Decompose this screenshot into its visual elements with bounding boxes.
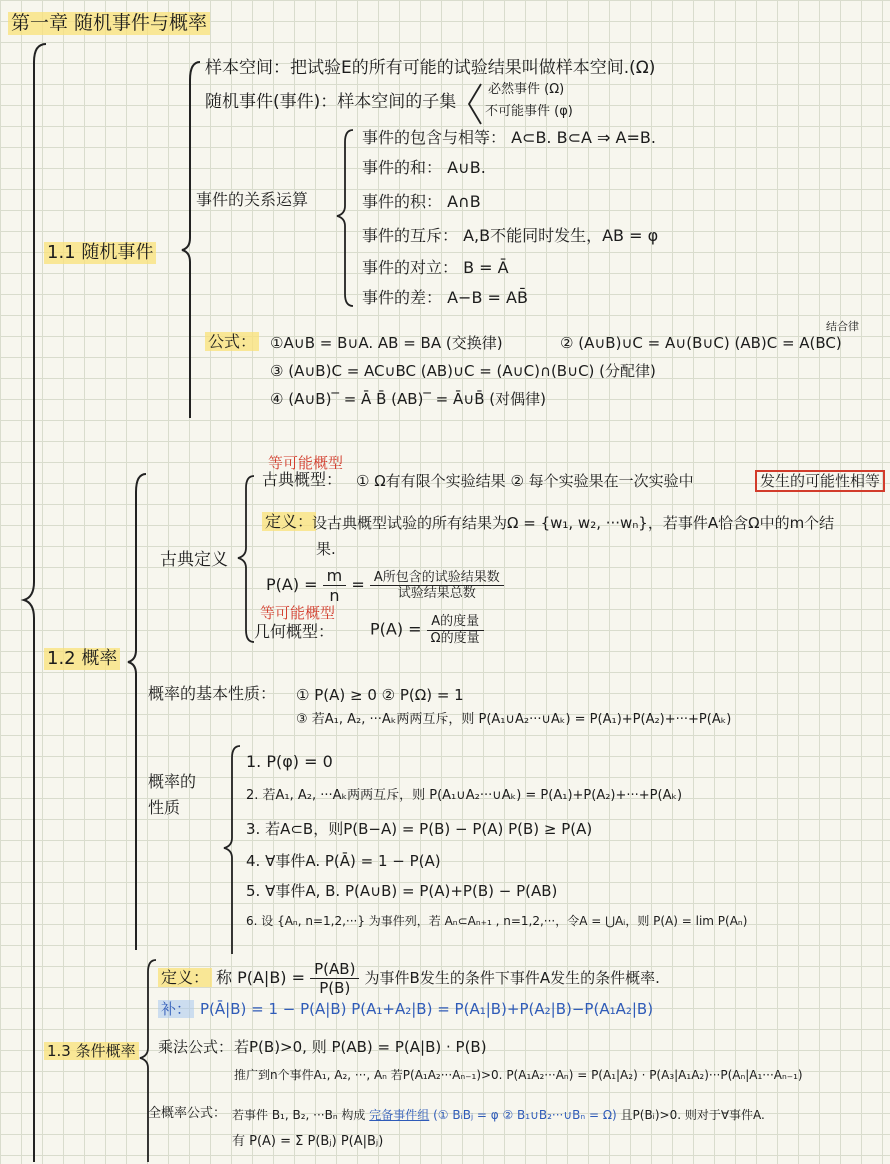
pa-left: P(A) = [266,575,318,595]
total-1c: 且P(Bᵢ)>0. 则对于∀事件A. [620,1108,765,1122]
relation-item: 事件的对立： B = Ā [362,258,509,277]
formula-3: ③ (A∪B)C = AC∪BC (AB)∪C = (A∪C)∩(B∪C) (分配律) [270,362,656,380]
prop-item: 6. 设 {Aₙ, n=1,2,···} 为事件列，若 Aₙ⊂Aₙ₊₁ , n=1,2,···，令A = ⋃Aᵢ，则 P(A) = lim P(Aₙ) [246,914,748,928]
formula-label: 公式： [205,332,259,351]
formula-1: ①A∪B = B∪A. AB = BA (交换律) [270,334,503,352]
prop-item: 4. ∀事件A. P(Ā) = 1 − P(A) [246,852,441,870]
pa-fraction-words: $\frac{\text{A所包含的试验结果数}}{\text{试验结果总数}}$ [370,570,504,602]
geo-formula [370,614,484,646]
geo-model-label: 几何概型： [254,622,335,641]
chapter-title: 第一章 随机事件与概率 [8,12,210,35]
props-label-1: 概率的 [148,772,197,791]
certain-event: 必然事件 (Ω) [488,82,565,97]
section-1-3-brace [138,958,158,1164]
cond-def-label: 定义： [158,968,212,987]
section-1-3-heading: 1.3 条件概率 [44,1042,139,1060]
geo-left: P(A) = [370,619,422,639]
total-label: 全概率公式： [148,1106,227,1121]
classical-red-note: 等可能概型 [268,454,344,472]
section-1-2-brace [126,472,150,952]
cond-def-fraction: $\frac{P(AB)}{P(B)}$ [310,960,359,997]
total-1b: (① BᵢBⱼ = φ ② B₁∪B₂···∪Bₙ = Ω) [433,1108,617,1122]
comp-label: 补： [158,1000,194,1018]
section-1-2-heading: 1.2 概率 [44,648,120,670]
prop-item: 2. 若A₁, A₂, ···Aₖ两两互斥，则 P(A₁∪A₂···∪Aₖ) = P(A₁)+P(A₂)+···+P(Aₖ) [246,788,683,803]
pa-eq: = [351,575,365,595]
props-brace [222,744,242,956]
relation-item: 事件的积： A∩B [362,192,481,211]
cond-def-formula [216,960,660,997]
def-label: 定义： [262,512,316,531]
section-1-1-brace [180,60,204,420]
classical-cond-1: ① Ω有有限个实验结果 ② 每个实验果在一次实验中 [356,472,694,490]
prop-item: 1. P(φ) = 0 [246,752,333,771]
relations-brace [335,128,355,308]
total-1: 若事件 B₁, B₂, ···Bₙ 构成 [232,1108,366,1122]
comp-text: P(Ā|B) = 1 − P(A|B) P(A₁+A₂|B) = P(A₁|B)+P(A₂|B)−P(A₁A₂|B) [200,1000,654,1018]
random-event-text: 随机事件(事件)：样本空间的子集 [205,92,457,112]
sample-space-text: 样本空间：把试验E的所有可能的试验结果叫做样本空间.(Ω) [205,58,656,78]
cond-def-pre: 称 P(A|B) = [216,968,306,987]
assoc-note: 结合律 [826,320,859,333]
geo-red-note: 等可能概型 [260,604,336,622]
prop-item: 5. ∀事件A, B. P(A∪B) = P(A)+P(B) − P(AB) [246,882,558,900]
pa-fraction: $\frac{m}{n}$ [323,566,347,605]
cond-def-post: 为事件B发生的条件下事件A发生的条件概率. [364,969,660,987]
formula-4: ④ (A∪B)‾ = Ā B̄ (AB)‾ = Ā∪B̄ (对偶律) [270,390,547,408]
classical-label: 古典定义 [160,550,228,570]
classical-cond-2: 发生的可能性相等 [755,470,885,492]
total-2: 有 P(A) = Σ P(Bⱼ) P(A|Bⱼ) [232,1134,384,1149]
random-event-brace [465,82,485,126]
basic-props-label: 概率的基本性质： [148,684,277,703]
def-text: 设古典概型试验的所有结果为Ω = {w₁, w₂, ···wₙ}，若事件A恰含Ω中的m个结 [312,514,835,532]
formula-2: ② (A∪B)∪C = A∪(B∪C) (AB)C = A(BC) [560,334,842,352]
props-label-2: 性质 [148,798,181,817]
impossible-event: 不可能事件 (φ) [485,104,573,119]
prop-item: 3. 若A⊂B，则P(B−A) = P(B) − P(A) P(B) ≥ P(A) [246,820,593,838]
def-text-2: 果. [316,540,336,558]
classical-model-label: 古典概型： [262,470,343,489]
pa-formula [266,566,504,605]
outer-brace [20,42,50,1164]
mult-label: 乘法公式： [158,1038,234,1056]
total-hl: 完备事件组 [369,1108,430,1122]
relation-item: 事件的和： A∪B. [362,158,486,177]
relation-item: 事件的互斥： A,B不能同时发生，AB = φ [362,226,659,245]
geo-fraction: $\frac{\text{A的度量}}{\text{Ω的度量}}$ [427,614,484,646]
mult-1: 若P(B)>0, 则 P(AB) = P(A|B) · P(B) [234,1038,487,1056]
mult-2: 推广到n个事件A₁, A₂, ···, Aₙ 若P(A₁A₂···Aₙ₋₁)>0. P(A₁A₂···Aₙ) = P(A₁|A₂) · P(A₃|A₁A₂)···P(Aₙ|A₁···Aₙ₋₁) [234,1068,803,1082]
basic-prop-3: ③ 若A₁, A₂, ···Aₖ两两互斥，则 P(A₁∪A₂···∪Aₖ) = P(A₁)+P(A₂)+···+P(Aₖ) [296,712,732,727]
section-1-1-heading: 1.1 随机事件 [44,242,156,264]
relations-label: 事件的关系运算 [196,190,309,209]
basic-prop-1: ① P(A) ≥ 0 ② P(Ω) = 1 [296,686,464,704]
relation-item: 事件的差： A−B = AB̄ [362,288,528,307]
total-line-1 [232,1108,765,1122]
classical-brace [236,474,256,644]
relation-item: 事件的包含与相等： A⊂B. B⊂A ⇒ A=B. [362,128,656,147]
